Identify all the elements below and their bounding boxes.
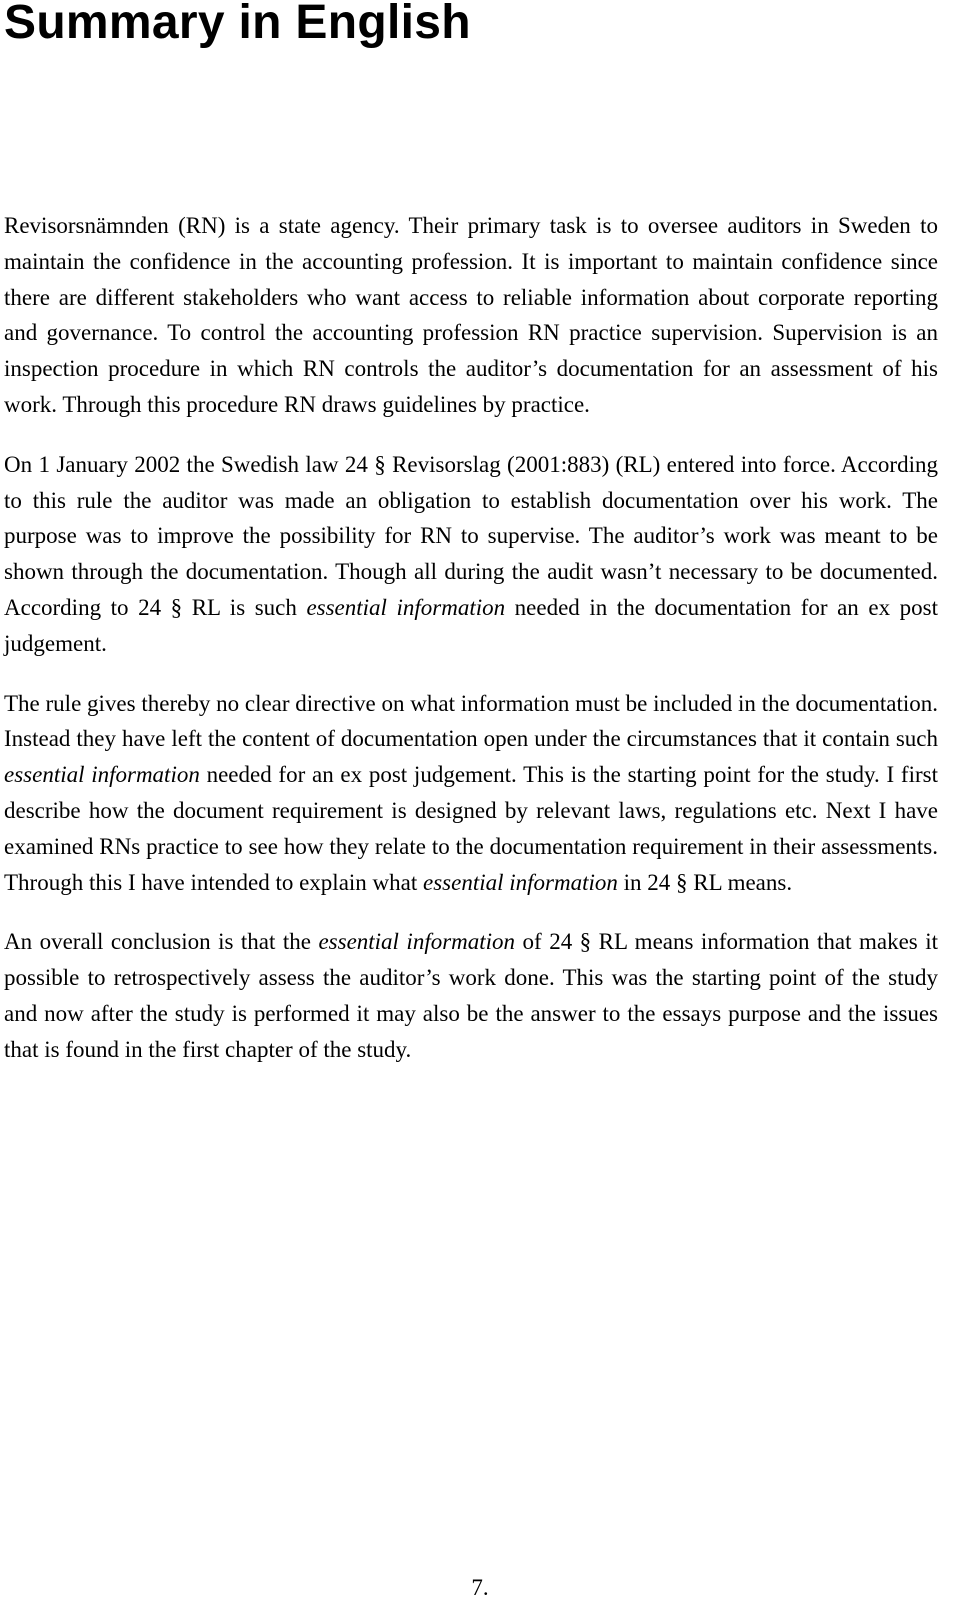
italic-term: essential information (4, 762, 200, 788)
paragraph-text: An overall conclusion is that the (4, 929, 319, 955)
paragraph-text: On 1 January 2002 the Swedish law 24 § Revisorslag (2001:883) (RL) entered into force. According to this rule the auditor was made an obligation to establish documentation over his work. The purpose was to improve the possibility for RN to supervise. The auditor’s work was meant to be shown through the documentation. Though all during the audit wasn’t necessary to be documented. According to 24 § RL is such (4, 451, 938, 620)
paragraph-text: in 24 § RL means. (617, 869, 793, 895)
paragraph-text: needed for an ex post judgement. This is the starting point for the study. I first describe how the document requirement is designed by relevant laws, regulations etc. Next I have examined RNs practice to see how they relate to the documentation requirement in their assessments. Through this I have intended to explain what (4, 762, 938, 895)
italic-term: essential information (306, 594, 506, 620)
page-title: Summary in English (4, 0, 471, 49)
summary-body (4, 208, 938, 1092)
paragraph-text: needed in the documentation for an ex post judgement. (4, 594, 938, 656)
paragraph-text: Revisorsnämnden (RN) is a state agency. Their primary task is to oversee auditors in Sweden to maintain the confidence in the accounting profession. It is important to maintain confidence since there are different stakeholders who want access to reliable information about corporate reporting and governance. To control the accounting profession RN practice supervision. Supervision is an inspection procedure in which RN controls the auditor’s documentation for an assessment of his work. Through this procedure RN draws guidelines by practice. (4, 213, 938, 417)
paragraph-text: of 24 § RL means information that makes it possible to retrospectively assess the auditor’s work done. This was the starting point of the study and now after the study is performed it may also be the answer to the essays purpose and the issues that is found in the first chapter of the study. (4, 929, 938, 1062)
italic-term: essential information (423, 869, 618, 895)
paragraph-1 (4, 208, 938, 423)
italic-term: essential information (318, 929, 516, 955)
paragraph-text: The rule gives thereby no clear directive on what information must be included in the documentation. Instead they have left the content of documentation open under the circumstances that it contain such (4, 690, 938, 752)
paragraph-3 (4, 686, 938, 901)
page-number: 7. (471, 1575, 489, 1600)
paragraph-4 (4, 924, 938, 1067)
paragraph-2 (4, 447, 938, 662)
